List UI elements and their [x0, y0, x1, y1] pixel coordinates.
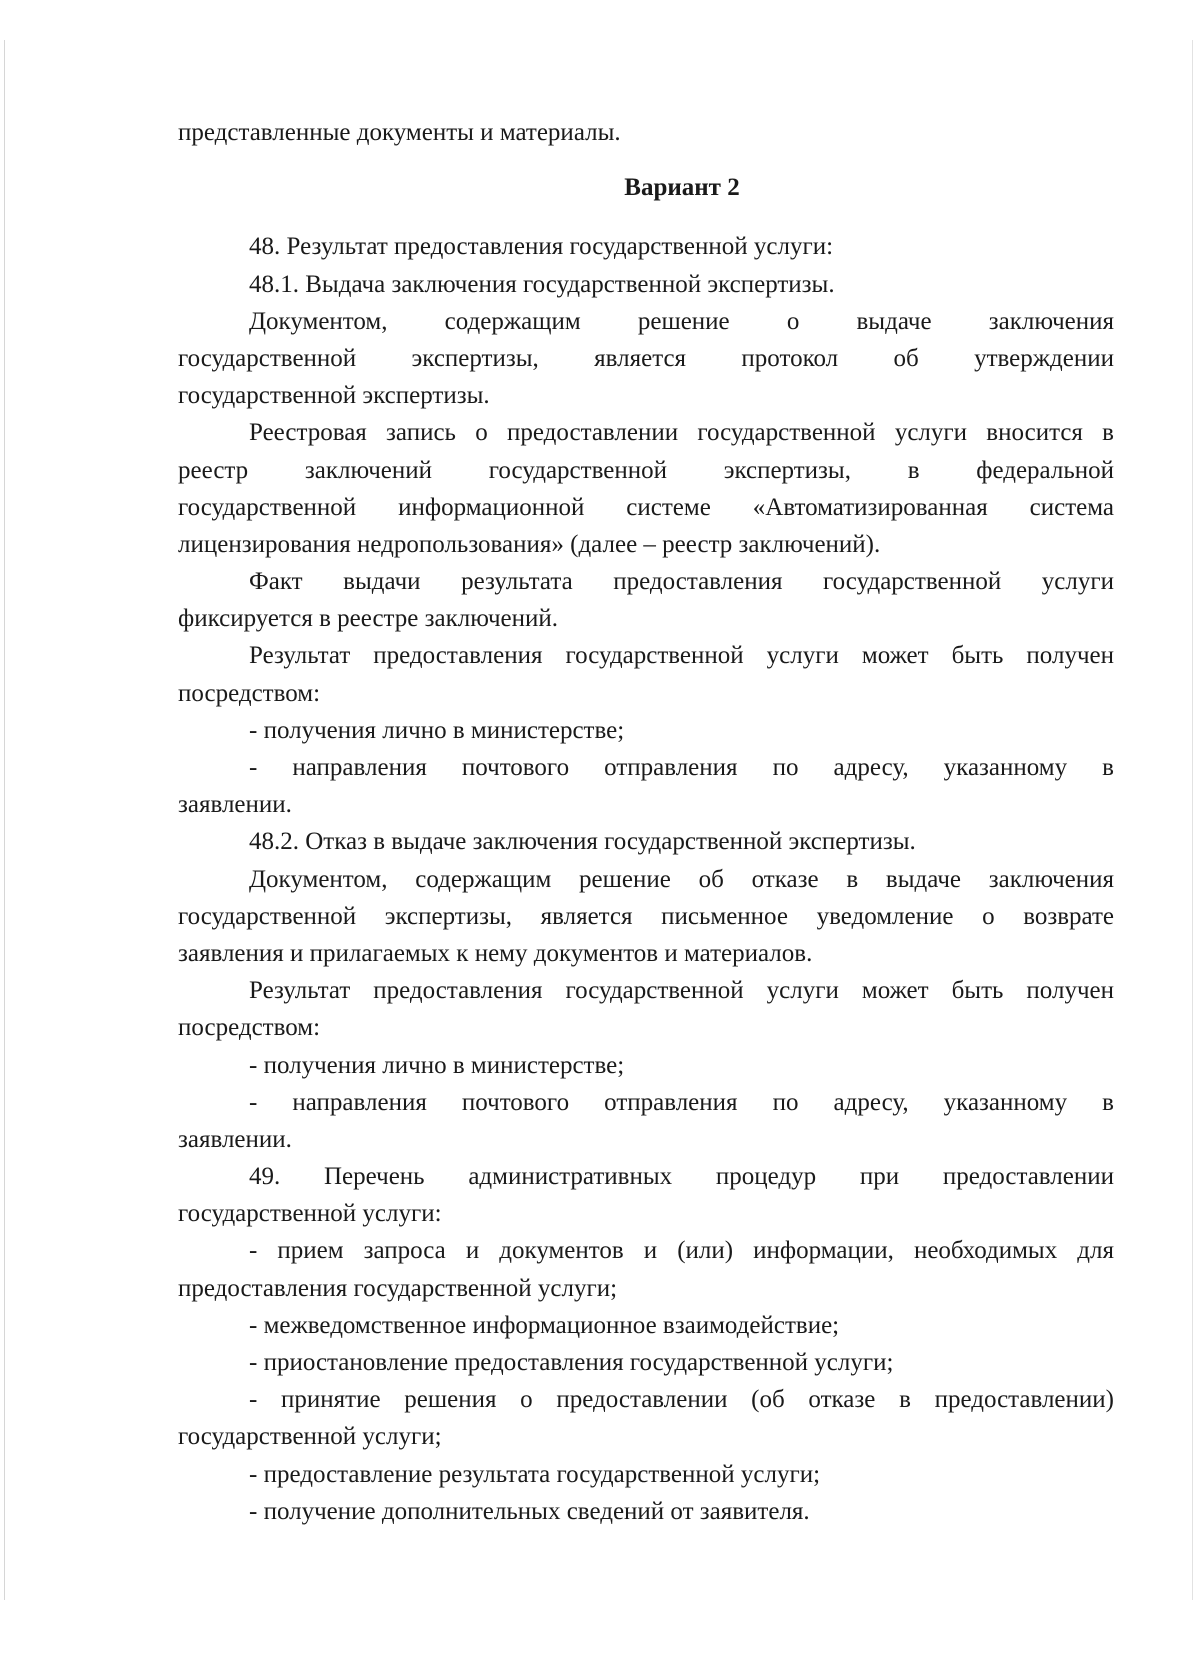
page-edge-right — [1192, 40, 1193, 1600]
item-48-title: 48. Результат предоставления государственной услуги: — [249, 233, 834, 261]
text-line: государственной информационной системе «Автоматизированная система — [178, 493, 1114, 521]
text-line: посредством: — [178, 679, 321, 707]
text-line: заявлении. — [178, 791, 292, 819]
list-item: - принятие решения о предоставлении (об отказе в предоставлении) — [249, 1386, 1114, 1414]
paragraph-continuation: представленные документы и материалы. — [178, 119, 621, 146]
text-line: заявлении. — [178, 1125, 292, 1153]
list-item: - направления почтового отправления по адресу, указанному в — [249, 1088, 1114, 1116]
list-item: - направления почтового отправления по адресу, указанному в — [249, 754, 1114, 781]
text-line: государственной услуги; — [178, 1423, 442, 1451]
list-item: - прием запроса и документов и (или) информации, необходимых для — [249, 1237, 1114, 1265]
text-line: лицензирования недропользования» (далее – реестр заключений). — [178, 530, 881, 558]
page-edge-left — [4, 40, 5, 1600]
text-line: Реестровая запись о предоставлении государственной услуги вносится в — [249, 419, 1114, 447]
text-line: государственной услуги: — [178, 1200, 442, 1228]
item-48-2-title: 48.2. Отказ в выдаче заключения государственной экспертизы. — [249, 828, 916, 856]
text-line: государственной экспертизы. — [178, 382, 490, 410]
list-item: - получения лично в министерстве; — [249, 716, 625, 744]
list-item: - межведомственное информационное взаимодействие; — [249, 1311, 840, 1339]
text-line: государственной экспертизы, является письменное уведомление о возврате — [178, 902, 1114, 930]
list-item: - получения лично в министерстве; — [249, 1051, 625, 1079]
list-item: - предоставление результата государственной услуги; — [249, 1460, 821, 1488]
text-line: Документом, содержащим решение об отказе в выдаче заключения — [249, 865, 1114, 893]
section-heading: Вариант 2 — [624, 174, 740, 202]
text-line: Результат предоставления государственной услуги может быть получен — [249, 642, 1114, 670]
text-line: государственной экспертизы, является протокол об утверждении — [178, 344, 1114, 372]
document-body — [178, 114, 1114, 1530]
text-line: фиксируется в реестре заключений. — [178, 605, 559, 633]
item-48-1-title: 48.1. Выдача заключения государственной экспертизы. — [249, 270, 835, 298]
text-line: заявления и прилагаемых к нему документов и материалов. — [178, 939, 813, 967]
list-item: - получение дополнительных сведений от заявителя. — [249, 1497, 810, 1525]
item-49-title: 49. Перечень административных процедур при предоставлении — [249, 1163, 1114, 1191]
text-line: посредством: — [178, 1014, 321, 1042]
text-line: Результат предоставления государственной услуги может быть получен — [249, 977, 1114, 1005]
text-line: реестр заключений государственной экспертизы, в федеральной — [178, 456, 1114, 484]
text-line: Документом, содержащим решение о выдаче заключения — [249, 307, 1114, 335]
text-line: предоставления государственной услуги; — [178, 1274, 618, 1302]
list-item: - приостановление предоставления государственной услуги; — [249, 1349, 894, 1376]
text-line: Факт выдачи результата предоставления государственной услуги — [249, 568, 1114, 596]
